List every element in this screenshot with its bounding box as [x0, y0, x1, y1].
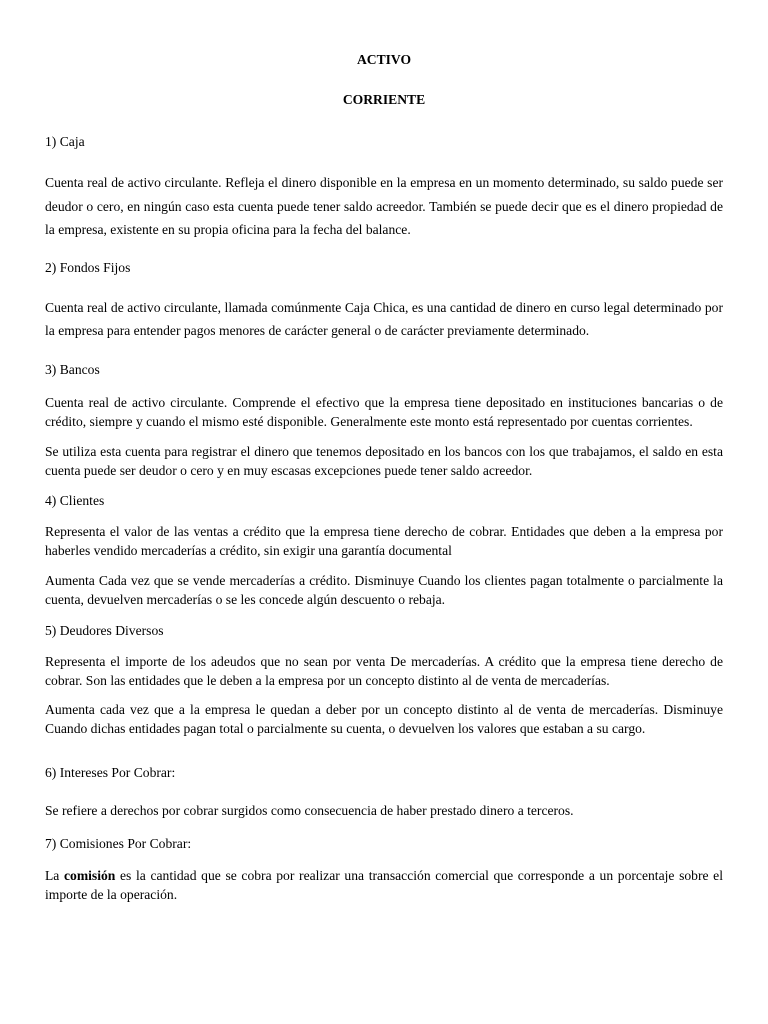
section-heading-fondos-fijos: 2) Fondos Fijos: [45, 260, 131, 275]
paragraph-deudores-2: Aumenta cada vez que a la empresa le quedan a deber por un concepto distinto al de venta de mercaderías. Disminuye Cuando dichas entidades pagan total o parcialmente su cuenta, o devuelven los valores que estaban a su cargo.: [45, 702, 723, 736]
paragraph-clientes-1: Representa el valor de las ventas a crédito que la empresa tiene derecho de cobrar. Entidades que deben a la empresa por haberles vendido mercaderías a crédito, sin exigir una garantía documental: [45, 524, 723, 558]
paragraph-intereses: Se refiere a derechos por cobrar surgidos como consecuencia de haber prestado dinero a terceros.: [45, 803, 574, 818]
document-title: ACTIVO: [356, 52, 412, 67]
paragraph-comisiones-rest: es la cantidad que se cobra por realizar una transacción comercial que corresponde a un porcentaje sobre el importe de la operación.: [45, 868, 723, 902]
section-heading-comisiones: 7) Comisiones Por Cobrar:: [45, 836, 192, 851]
paragraph-comisiones: [45, 866, 723, 904]
paragraph-clientes-2: Aumenta Cada vez que se vende mercaderías a crédito. Disminuye Cuando los clientes pagan totalmente o parcialmente la cuenta, devuelven mercaderías o se les concede algún descuento o rebaja.: [45, 573, 723, 607]
paragraph-bancos-1: Cuenta real de activo circulante. Comprende el efectivo que la empresa tiene depositado en instituciones bancarias o de crédito, siempre y cuando el mismo esté disponible. Generalmente este monto está representado por cuentas corrientes.: [45, 395, 723, 429]
section-heading-bancos: 3) Bancos: [45, 362, 100, 377]
section-heading-clientes: 4) Clientes: [45, 493, 105, 508]
paragraph-comisiones-prefix: La: [45, 868, 64, 883]
paragraph-fondos-fijos: Cuenta real de activo circulante, llamada comúnmente Caja Chica, es una cantidad de dinero en curso legal determinado por la empresa para entender pagos menores de carácter general o de carácter previamente determinado.: [45, 300, 723, 338]
paragraph-caja: Cuenta real de activo circulante. Refleja el dinero disponible en la empresa en un momento determinado, su saldo puede ser deudor o cero, en ningún caso esta cuenta puede tener saldo acreedor. También se puede decir que es el dinero propiedad de la empresa, existente en su propia oficina para la fecha del balance.: [45, 175, 723, 237]
section-heading-deudores-diversos: 5) Deudores Diversos: [45, 623, 164, 638]
paragraph-deudores-1: Representa el importe de los adeudos que no sean por venta De mercaderías. A crédito que la empresa tiene derecho de cobrar. Son las entidades que le deben a la empresa por un concepto distinto al de venta de mercaderías.: [45, 654, 723, 688]
paragraph-bancos-2: Se utiliza esta cuenta para registrar el dinero que tenemos depositado en los bancos con los que trabajamos, el saldo en esta cuenta puede ser deudor o cero y en muy escasas excepciones puede tener saldo acreedor.: [45, 444, 723, 478]
document-subtitle: CORRIENTE: [342, 92, 426, 107]
section-heading-intereses: 6) Intereses Por Cobrar:: [45, 765, 176, 780]
keyword-comision: comisión: [64, 868, 116, 883]
section-heading-caja: 1) Caja: [45, 134, 85, 149]
